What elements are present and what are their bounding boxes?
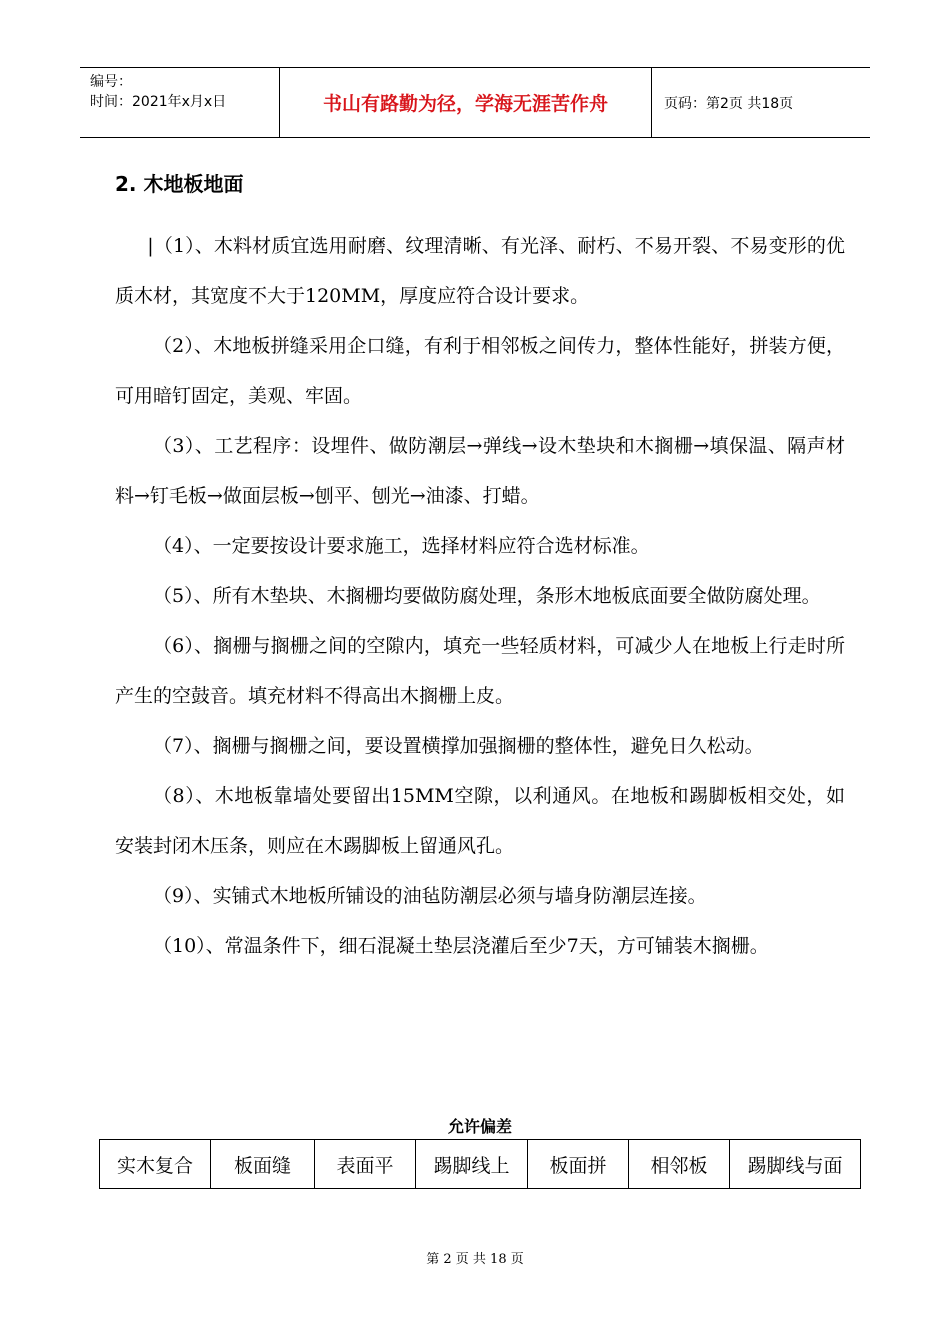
- section-title: 2. 木地板地面: [115, 172, 244, 196]
- table-cell: 板面拼: [528, 1140, 629, 1189]
- table-row: [100, 1140, 861, 1189]
- table-cell: 实木复合: [100, 1140, 211, 1189]
- number-label: 编号：: [90, 74, 132, 90]
- paragraph: （4）、一定要按设计要求施工，选择材料应符合选材标准。: [153, 535, 650, 557]
- table-cell: 表面平: [315, 1140, 416, 1189]
- date-label: 时间：2021年x月x日: [90, 94, 227, 110]
- header-left-cell: [80, 68, 280, 137]
- table-cell: 板面缝: [211, 1140, 315, 1189]
- paragraph: （10）、常温条件下，细石混凝土垫层浇灌后至少7天，方可铺装木搁栅。: [153, 935, 769, 957]
- header-table: [80, 67, 870, 138]
- page-info-cell: [652, 68, 870, 137]
- table-cell: 相邻板: [629, 1140, 730, 1189]
- body-text: [115, 221, 845, 971]
- tolerance-table: [99, 1139, 861, 1189]
- paragraph: |（1）、木料材质宜选用耐磨、纹理清晰、有光泽、耐朽、不易开裂、不易变形的优质木材，其宽度不大于120MM，厚度应符合设计要求。: [115, 235, 845, 307]
- table-caption: 允许偏差: [447, 1117, 512, 1136]
- table-cell: 踢脚线与面: [730, 1140, 861, 1189]
- paragraph: （9）、实铺式木地板所铺设的油毡防潮层必须与墙身防潮层连接。: [153, 885, 707, 907]
- paragraph: （6）、搁栅与搁栅之间的空隙内，填充一些轻质材料，可减少人在地板上行走时所产生的空鼓音。填充材料不得高出木搁栅上皮。: [115, 635, 845, 707]
- paragraph: （7）、搁栅与搁栅之间，要设置横撑加强搁栅的整体性，避免日久松动。: [153, 735, 764, 757]
- motto-text: 书山有路勤为径，学海无涯苦作舟: [322, 93, 608, 115]
- paragraph: （3）、工艺程序：设埋件、做防潮层→弹线→设木垫块和木搁栅→填保温、隔声材料→钉毛板→做面层板→刨平、刨光→油漆、打蜡。: [115, 435, 845, 507]
- paragraph: （2）、木地板拼缝采用企口缝，有利于相邻板之间传力，整体性能好，拼装方便，可用暗钉固定，美观、牢固。: [115, 335, 845, 407]
- paragraph: （5）、所有木垫块、木搁栅均要做防腐处理，条形木地板底面要全做防腐处理。: [153, 585, 821, 607]
- table-cell: 踢脚线上: [416, 1140, 528, 1189]
- motto-cell: [280, 68, 652, 137]
- paragraph: （8）、木地板靠墙处要留出15MM空隙，以利通风。在地板和踢脚板相交处，如安装封闭木压条，则应在木踢脚板上留通风孔。: [115, 785, 845, 857]
- page-info: 页码：第2页 共18页: [664, 95, 794, 112]
- page-footer: 第 2 页 共 18 页: [426, 1252, 524, 1267]
